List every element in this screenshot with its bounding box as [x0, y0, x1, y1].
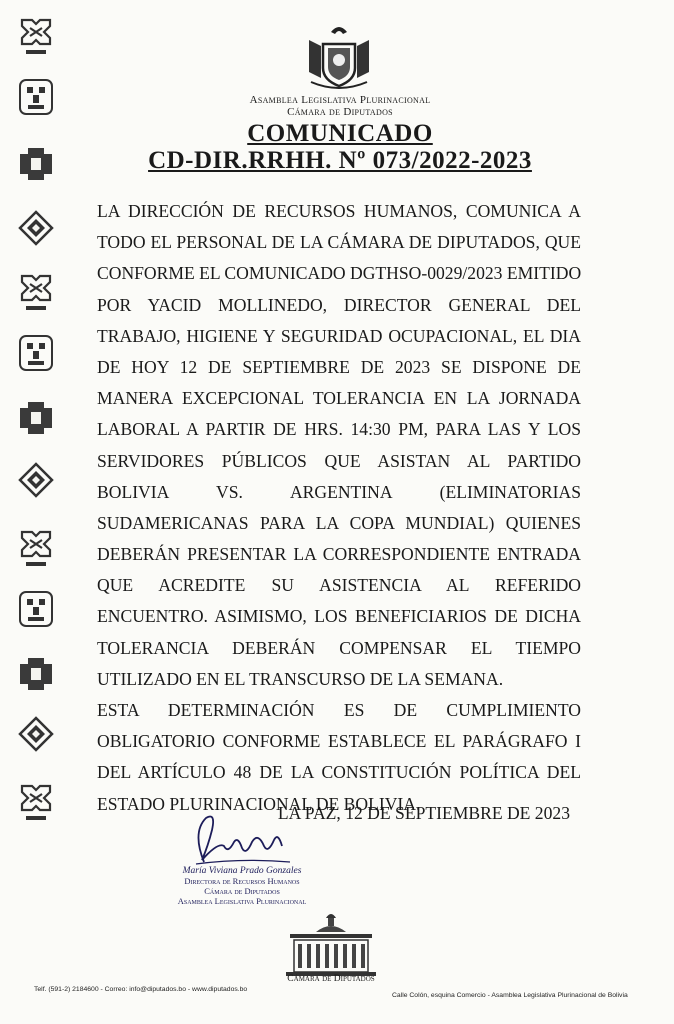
body-line: SERVIDORES PÚBLICOS QUE ASISTAN AL PARTIDO — [97, 450, 581, 471]
body-line: ESTADO PLURINACIONAL DE BOLIVIA. — [97, 793, 421, 814]
body-line: DEL ARTÍCULO 48 DE LA CONSTITUCIÓN POLÍTICA DEL — [97, 762, 581, 783]
building-logo — [280, 910, 382, 984]
body-line: BOLIVIA VS. ARGENTINA (ELIMINATORIAS — [97, 481, 581, 502]
body-line: TOLERANCIA DEBERÁN COMPENSAR EL TIEMPO — [97, 637, 581, 658]
coat-of-arms-seal — [301, 22, 377, 92]
signatory-name: María Viviana Prado Gonzales — [182, 866, 302, 876]
body-line: CONFORME EL COMUNICADO DGTHSO-0029/2023 EMITIDO — [97, 263, 581, 284]
body-line: TODO EL PERSONAL DE LA CÁMARA DE DIPUTADOS, QUE — [97, 232, 581, 253]
org-line-2: Cámara de Diputados — [287, 106, 393, 118]
document-title: COMUNICADO — [247, 120, 433, 147]
signature-block — [172, 866, 312, 906]
body-line: UTILIZADO EN EL TRANSCURSO DE LA SEMANA. — [97, 668, 504, 689]
decorative-sidebar — [0, 0, 80, 1024]
signatory-position-2: Cámara de Diputados — [204, 886, 280, 896]
document-reference: CD-DIR.RRHH. Nº 073/2022-2023 — [148, 147, 532, 174]
handwritten-signature — [172, 812, 312, 874]
document-date: LA PAZ, 12 DE SEPTIEMBRE DE 2023 — [277, 803, 570, 823]
document-body — [97, 196, 581, 820]
signatory-position-1: Directora de Recursos Humanos — [184, 876, 300, 886]
footer-address: Calle Colón, esquina Comercio - Asamblea Legislativa Plurinacional de Bolivia — [392, 992, 628, 999]
body-line: LA DIRECCIÓN DE RECURSOS HUMANOS, COMUNICA A — [97, 201, 581, 221]
org-line-1: Asamblea Legislativa Plurinacional — [249, 94, 431, 106]
body-line: TRABAJO, HIGIENE Y SEGURIDAD OCUPACIONAL, EL DIA — [97, 325, 581, 346]
body-line: QUE ACREDITE SU ASISTENCIA AL REFERIDO — [97, 575, 581, 596]
body-line: ENCUENTRO. ASIMISMO, LOS BENEFICIARIOS DE DICHA — [97, 606, 581, 627]
building-caption: Cámara de Diputados — [287, 974, 375, 984]
signatory-position-3: Asamblea Legislativa Plurinacional — [177, 896, 307, 906]
organization-name — [200, 94, 480, 118]
body-line: DE HOY 12 DE SEPTIEMBRE DE 2023 SE DISPONE DE — [97, 356, 581, 377]
footer-contact: Telf. (591-2) 2184600 - Correo: info@diputados.bo - www.diputados.bo — [34, 986, 248, 993]
body-line: SUDAMERICANAS PARA LA COPA MUNDIAL) QUIENES — [97, 512, 581, 533]
body-line: ESTA DETERMINACIÓN ES DE CUMPLIMIENTO — [97, 700, 581, 720]
body-line: LABORAL A PARTIR DE HRS. 14:30 PM, PARA LAS Y LOS — [97, 419, 581, 440]
body-line: OBLIGATORIO CONFORME ESTABLECE EL PARÁGRAFO I — [97, 731, 581, 752]
body-line: MANERA EXCEPCIONAL TOLERANCIA EN LA JORNADA — [97, 388, 581, 409]
body-line: DEBERÁN PRESENTAR LA CORRESPONDIENTE ENTRADA — [97, 544, 581, 565]
body-line: POR YACID MOLLINEDO, DIRECTOR GENERAL DEL — [97, 294, 581, 315]
